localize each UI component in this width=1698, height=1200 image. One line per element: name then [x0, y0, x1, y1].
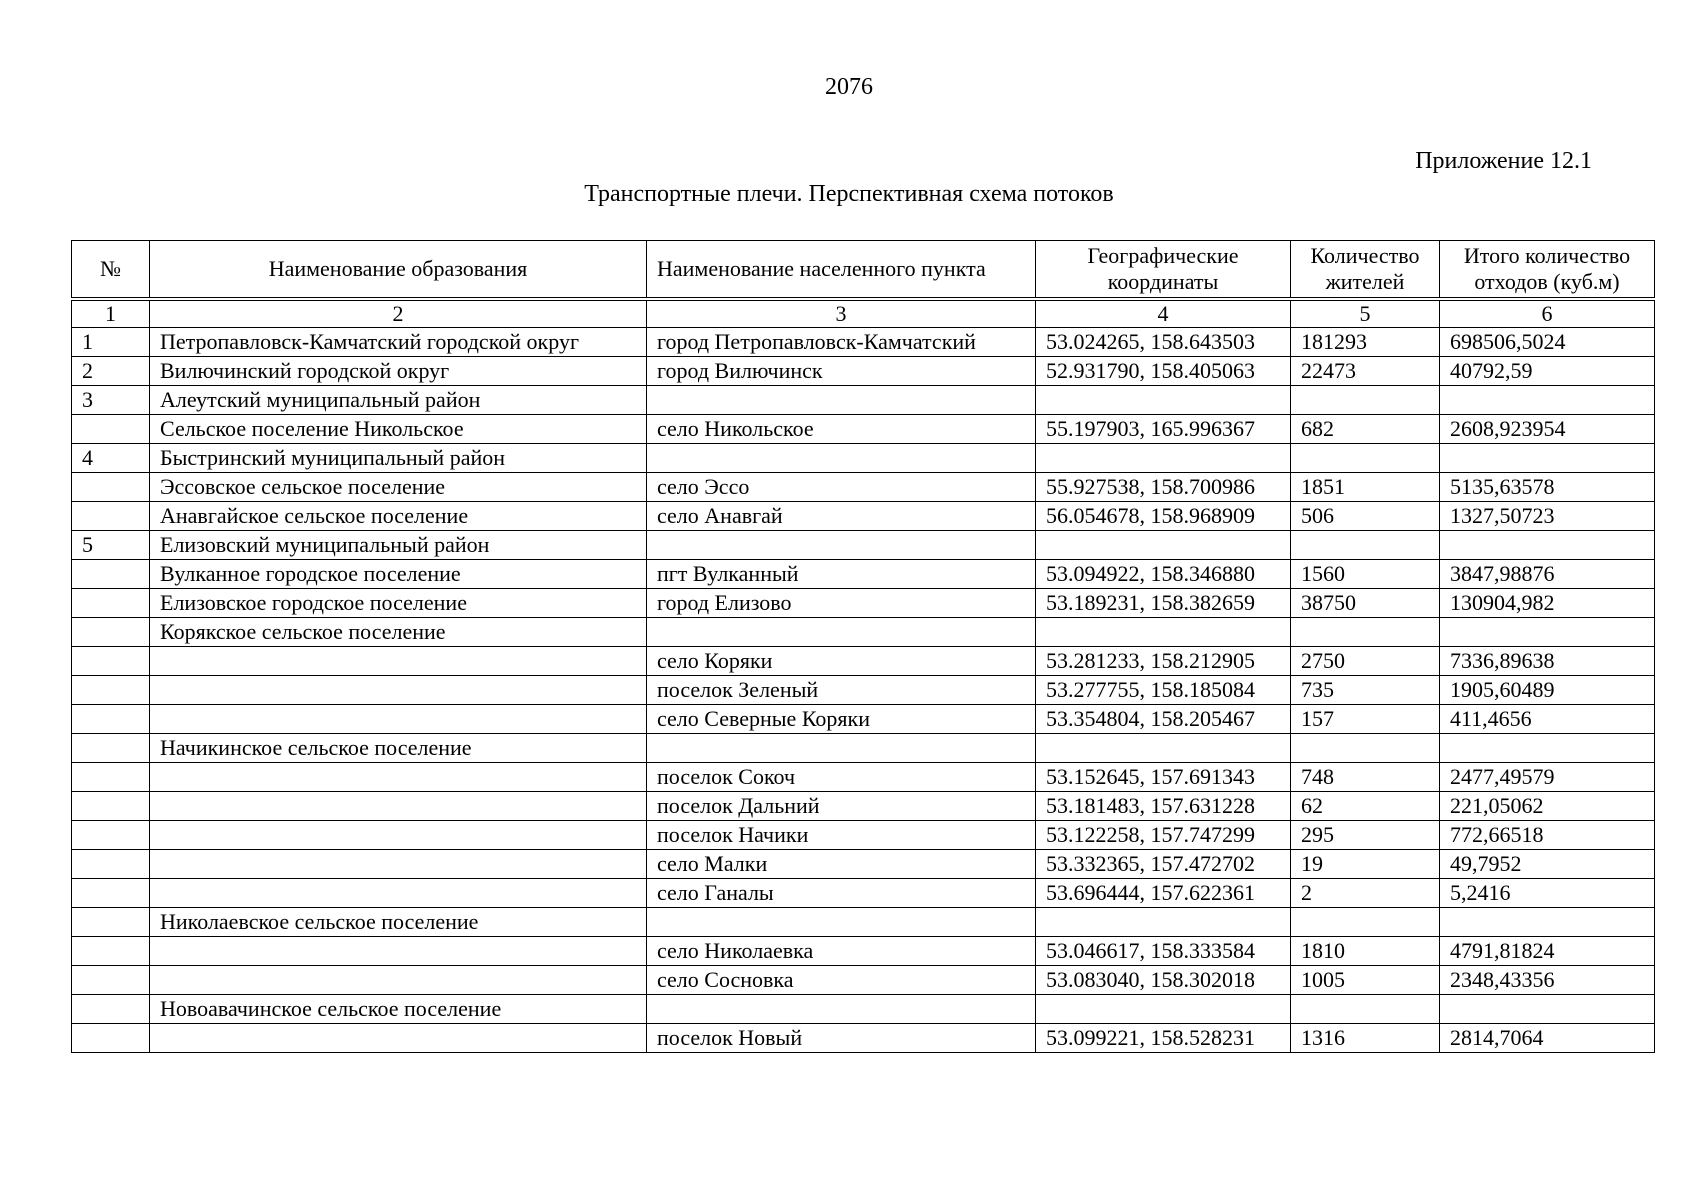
residents-count-cell: 295 [1291, 821, 1440, 850]
waste-total-cell: 7336,89638 [1440, 647, 1655, 676]
data-table [71, 240, 1655, 1053]
waste-total-cell: 4791,81824 [1440, 937, 1655, 966]
column-number-cell: 2 [150, 299, 647, 328]
formation-name-cell: Алеутский муниципальный район [150, 386, 647, 415]
waste-total-cell: 772,66518 [1440, 821, 1655, 850]
table-row [72, 560, 1655, 589]
residents-count-cell: 62 [1291, 792, 1440, 821]
table-row [72, 647, 1655, 676]
formation-name-cell [150, 966, 647, 995]
residents-count-cell [1291, 734, 1440, 763]
header-cell-residents: Количество жителей [1291, 241, 1440, 300]
row-number-cell [72, 995, 150, 1024]
row-number-cell: 4 [72, 444, 150, 473]
header-row [72, 241, 1655, 300]
row-number-cell: 2 [72, 357, 150, 386]
residents-count-cell [1291, 908, 1440, 937]
header-cell-settlement: Наименование населенного пункта [647, 241, 1036, 300]
formation-name-cell: Вулканное городское поселение [150, 560, 647, 589]
row-number-cell: 3 [72, 386, 150, 415]
table-row [72, 1024, 1655, 1053]
row-number-cell [72, 618, 150, 647]
header-cell-formation: Наименование образования [150, 241, 647, 300]
settlement-name-cell [647, 995, 1036, 1024]
table-row [72, 879, 1655, 908]
table-row [72, 444, 1655, 473]
settlement-name-cell [647, 734, 1036, 763]
table-row [72, 995, 1655, 1024]
waste-total-cell: 2608,923954 [1440, 415, 1655, 444]
header-cell-number: № [72, 241, 150, 300]
coordinates-cell: 53.277755, 158.185084 [1036, 676, 1291, 705]
formation-name-cell [150, 705, 647, 734]
table-row [72, 966, 1655, 995]
row-number-cell [72, 734, 150, 763]
settlement-name-cell: село Малки [647, 850, 1036, 879]
formation-name-cell [150, 1024, 647, 1053]
coordinates-cell [1036, 908, 1291, 937]
formation-name-cell: Елизовское городское поселение [150, 589, 647, 618]
waste-total-cell [1440, 734, 1655, 763]
table-row [72, 589, 1655, 618]
table-body [72, 328, 1655, 1053]
settlement-name-cell: город Вилючинск [647, 357, 1036, 386]
residents-count-cell: 19 [1291, 850, 1440, 879]
residents-count-cell [1291, 386, 1440, 415]
table-header [72, 241, 1655, 328]
formation-name-cell: Петропавловск-Камчатский городской округ [150, 328, 647, 357]
coordinates-cell: 56.054678, 158.968909 [1036, 502, 1291, 531]
residents-count-cell: 682 [1291, 415, 1440, 444]
residents-count-cell: 1560 [1291, 560, 1440, 589]
table-row [72, 502, 1655, 531]
waste-total-cell: 3847,98876 [1440, 560, 1655, 589]
formation-name-cell [150, 850, 647, 879]
settlement-name-cell: поселок Новый [647, 1024, 1036, 1053]
coordinates-cell: 53.099221, 158.528231 [1036, 1024, 1291, 1053]
formation-name-cell: Елизовский муниципальный район [150, 531, 647, 560]
coordinates-cell: 53.332365, 157.472702 [1036, 850, 1291, 879]
row-number-cell [72, 1024, 150, 1053]
residents-count-cell [1291, 618, 1440, 647]
row-number-cell [72, 415, 150, 444]
settlement-name-cell: село Сосновка [647, 966, 1036, 995]
column-number-cell: 6 [1440, 299, 1655, 328]
formation-name-cell [150, 763, 647, 792]
formation-name-cell [150, 879, 647, 908]
waste-total-cell: 2814,7064 [1440, 1024, 1655, 1053]
row-number-cell [72, 850, 150, 879]
header-cell-coordinates: Географические координаты [1036, 241, 1291, 300]
row-number-cell [72, 821, 150, 850]
column-number-cell: 3 [647, 299, 1036, 328]
coordinates-cell [1036, 531, 1291, 560]
residents-count-cell: 748 [1291, 763, 1440, 792]
table-row [72, 473, 1655, 502]
waste-total-cell: 130904,982 [1440, 589, 1655, 618]
residents-count-cell [1291, 444, 1440, 473]
coordinates-cell: 53.094922, 158.346880 [1036, 560, 1291, 589]
settlement-name-cell: село Анавгай [647, 502, 1036, 531]
header-cell-waste-total: Итого количество отходов (куб.м) [1440, 241, 1655, 300]
formation-name-cell: Николаевское сельское поселение [150, 908, 647, 937]
residents-count-cell: 2750 [1291, 647, 1440, 676]
column-number-cell: 5 [1291, 299, 1440, 328]
row-number-cell [72, 705, 150, 734]
formation-name-cell [150, 937, 647, 966]
formation-name-cell [150, 647, 647, 676]
table-row [72, 357, 1655, 386]
settlement-name-cell: село Николаевка [647, 937, 1036, 966]
waste-total-cell [1440, 618, 1655, 647]
waste-total-cell: 2348,43356 [1440, 966, 1655, 995]
formation-name-cell: Быстринский муниципальный район [150, 444, 647, 473]
settlement-name-cell [647, 618, 1036, 647]
waste-total-cell [1440, 531, 1655, 560]
page-number: 2076 [825, 74, 873, 100]
settlement-name-cell: село Эссо [647, 473, 1036, 502]
waste-total-cell: 411,4656 [1440, 705, 1655, 734]
waste-total-cell: 221,05062 [1440, 792, 1655, 821]
settlement-name-cell: село Коряки [647, 647, 1036, 676]
table-row [72, 763, 1655, 792]
coordinates-cell: 52.931790, 158.405063 [1036, 357, 1291, 386]
row-number-cell: 1 [72, 328, 150, 357]
column-number-cell: 4 [1036, 299, 1291, 328]
coordinates-cell: 55.197903, 165.996367 [1036, 415, 1291, 444]
settlement-name-cell: село Северные Коряки [647, 705, 1036, 734]
table-row [72, 618, 1655, 647]
formation-name-cell: Эссовское сельское поселение [150, 473, 647, 502]
table-row [72, 937, 1655, 966]
residents-count-cell: 38750 [1291, 589, 1440, 618]
row-number-cell [72, 792, 150, 821]
settlement-name-cell: село Ганалы [647, 879, 1036, 908]
residents-count-cell: 735 [1291, 676, 1440, 705]
coordinates-cell: 53.122258, 157.747299 [1036, 821, 1291, 850]
settlement-name-cell: село Никольское [647, 415, 1036, 444]
row-number-cell [72, 589, 150, 618]
formation-name-cell [150, 821, 647, 850]
waste-total-cell: 698506,5024 [1440, 328, 1655, 357]
row-number-cell [72, 966, 150, 995]
table-row [72, 734, 1655, 763]
coordinates-cell: 53.046617, 158.333584 [1036, 937, 1291, 966]
row-number-cell [72, 676, 150, 705]
coordinates-cell: 53.281233, 158.212905 [1036, 647, 1291, 676]
coordinates-cell [1036, 734, 1291, 763]
row-number-cell [72, 908, 150, 937]
coordinates-cell: 53.024265, 158.643503 [1036, 328, 1291, 357]
waste-total-cell [1440, 995, 1655, 1024]
residents-count-cell: 157 [1291, 705, 1440, 734]
waste-total-cell: 1327,50723 [1440, 502, 1655, 531]
residents-count-cell: 181293 [1291, 328, 1440, 357]
waste-total-cell [1440, 386, 1655, 415]
waste-total-cell: 5135,63578 [1440, 473, 1655, 502]
settlement-name-cell [647, 531, 1036, 560]
coordinates-cell: 53.696444, 157.622361 [1036, 879, 1291, 908]
coordinates-cell: 53.083040, 158.302018 [1036, 966, 1291, 995]
table-row [72, 328, 1655, 357]
coordinates-cell: 55.927538, 158.700986 [1036, 473, 1291, 502]
residents-count-cell [1291, 531, 1440, 560]
table-row [72, 908, 1655, 937]
settlement-name-cell: поселок Сокоч [647, 763, 1036, 792]
coordinates-cell [1036, 995, 1291, 1024]
coordinates-cell [1036, 444, 1291, 473]
formation-name-cell: Анавгайское сельское поселение [150, 502, 647, 531]
coordinates-cell: 53.189231, 158.382659 [1036, 589, 1291, 618]
waste-total-cell: 5,2416 [1440, 879, 1655, 908]
residents-count-cell: 2 [1291, 879, 1440, 908]
formation-name-cell [150, 792, 647, 821]
table-row [72, 705, 1655, 734]
settlement-name-cell: поселок Начики [647, 821, 1036, 850]
settlement-name-cell [647, 908, 1036, 937]
row-number-cell [72, 763, 150, 792]
formation-name-cell [150, 676, 647, 705]
table-row [72, 850, 1655, 879]
waste-total-cell: 1905,60489 [1440, 676, 1655, 705]
row-number-cell [72, 502, 150, 531]
coordinates-cell: 53.181483, 157.631228 [1036, 792, 1291, 821]
waste-total-cell: 49,7952 [1440, 850, 1655, 879]
settlement-name-cell: поселок Дальний [647, 792, 1036, 821]
settlement-name-cell: поселок Зеленый [647, 676, 1036, 705]
row-number-cell: 5 [72, 531, 150, 560]
table-row [72, 821, 1655, 850]
waste-total-cell [1440, 444, 1655, 473]
row-number-cell [72, 937, 150, 966]
appendix-label: Приложение 12.1 [1415, 148, 1592, 174]
row-number-cell [72, 879, 150, 908]
column-number-cell: 1 [72, 299, 150, 328]
settlement-name-cell: пгт Вулканный [647, 560, 1036, 589]
table-row [72, 676, 1655, 705]
table-row [72, 386, 1655, 415]
settlement-name-cell: город Петропавловск-Камчатский [647, 328, 1036, 357]
formation-name-cell: Корякское сельское поселение [150, 618, 647, 647]
settlement-name-cell [647, 386, 1036, 415]
residents-count-cell: 1316 [1291, 1024, 1440, 1053]
table-row [72, 531, 1655, 560]
settlement-name-cell: город Елизово [647, 589, 1036, 618]
residents-count-cell: 506 [1291, 502, 1440, 531]
residents-count-cell: 22473 [1291, 357, 1440, 386]
table-row [72, 792, 1655, 821]
residents-count-cell [1291, 995, 1440, 1024]
formation-name-cell: Начикинское сельское поселение [150, 734, 647, 763]
formation-name-cell: Сельское поселение Никольское [150, 415, 647, 444]
coordinates-cell: 53.152645, 157.691343 [1036, 763, 1291, 792]
settlement-name-cell [647, 444, 1036, 473]
column-number-row [72, 299, 1655, 328]
table-row [72, 415, 1655, 444]
row-number-cell [72, 647, 150, 676]
waste-total-cell: 2477,49579 [1440, 763, 1655, 792]
coordinates-cell: 53.354804, 158.205467 [1036, 705, 1291, 734]
coordinates-cell [1036, 386, 1291, 415]
formation-name-cell: Новоавачинское сельское поселение [150, 995, 647, 1024]
document-title: Транспортные плечи. Перспективная схема потоков [584, 181, 1114, 207]
residents-count-cell: 1851 [1291, 473, 1440, 502]
residents-count-cell: 1005 [1291, 966, 1440, 995]
waste-total-cell: 40792,59 [1440, 357, 1655, 386]
formation-name-cell: Вилючинский городской округ [150, 357, 647, 386]
waste-total-cell [1440, 908, 1655, 937]
coordinates-cell [1036, 618, 1291, 647]
row-number-cell [72, 560, 150, 589]
residents-count-cell: 1810 [1291, 937, 1440, 966]
row-number-cell [72, 473, 150, 502]
